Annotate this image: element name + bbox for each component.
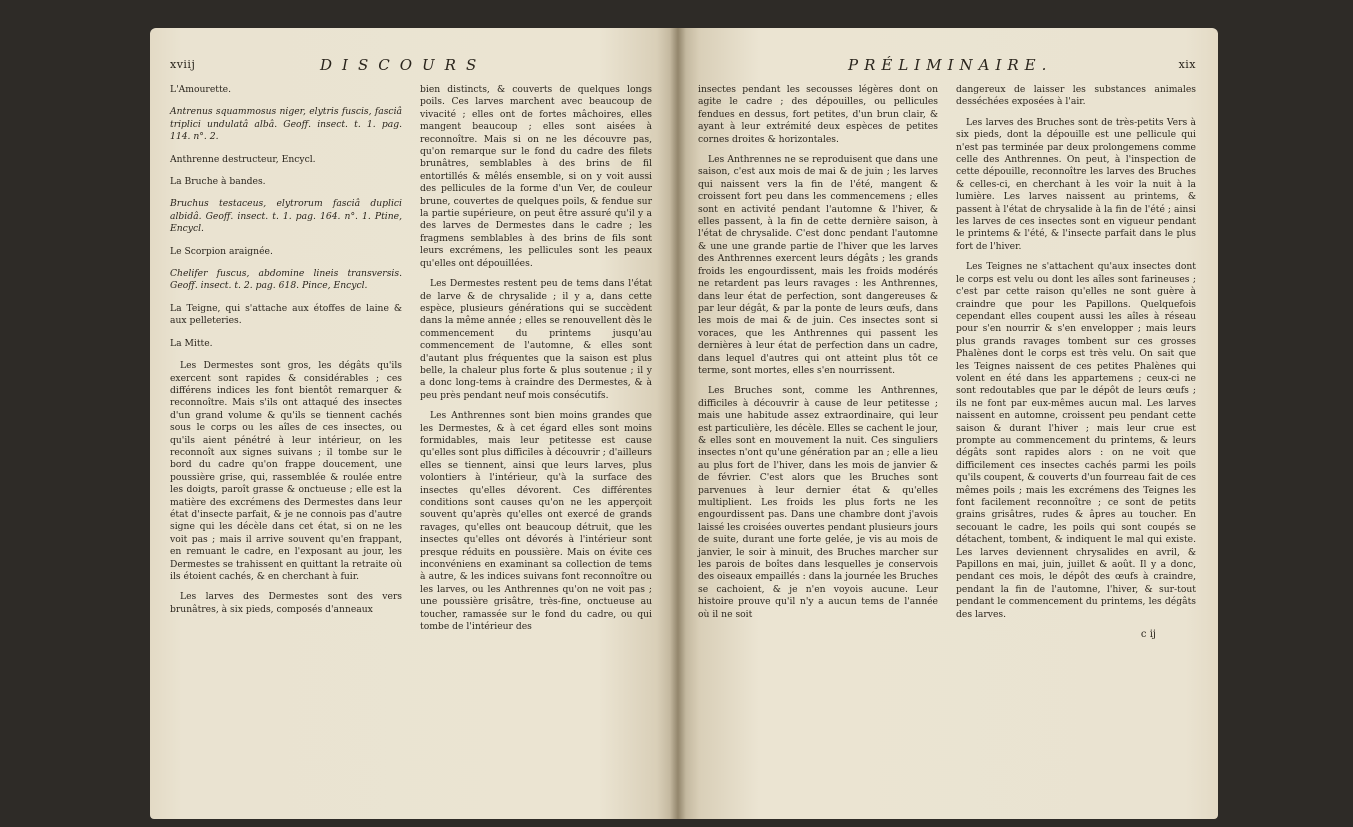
list-entry: La Mitte. — [170, 337, 213, 349]
left-column-1 — [170, 84, 402, 641]
right-column-2 — [956, 84, 1196, 641]
list-entry: Anthrenne destructeur, Encycl. — [170, 153, 316, 165]
left-header — [170, 58, 652, 80]
paragraph-continued: dangereux de laisser les substances animales desséchées exposées à l'air. — [956, 84, 1196, 108]
list-entry: La Bruche à bandes. — [170, 176, 266, 188]
latin-description: Bruchus testaceus, elytrorum fasciâ duplici albidâ. Geoff. insect. t. 1. pag. 164. n°. 1. Ptine, Encycl. — [170, 198, 402, 235]
paragraph: Les larves des Dermestes sont des vers brunâtres, à six pieds, composés d'anneaux — [170, 591, 402, 615]
signature-mark: c ij — [1140, 629, 1156, 641]
paragraph: Les Dermestes sont gros, les dégâts qu'ils exercent sont rapides & considérables ; ces différens indices les font bientôt remarquer & reconnoître. Mais s'ils ont attaqué des insectes d'un grand volume & qu'ils se tiennent cachés sous le corps ou les aîles de ces insectes, ou qu'ils aient pénétré à leur intérieur, on les reconnoît aux signes suivans ; il tombe sur le bord du cadre qu'on frappe doucement, une poussière grise, qui, rassemblée & roulée entre les doigts, paroît grasse & onctueuse ; elle est la matière des excrémens des Dermestes dans leur état d'insecte parfait, & je ne connois pas d'autre signe qui les décèle dans cet état, si on ne les voit pas ; mais il arrive souvent qu'en frappant, en remuant le cadre, en l'exposant au jour, les Dermestes se trahissent en quittant la retraite où ils étoient cachés, & en cherchant à fuir. — [170, 360, 402, 582]
right-running-head: PRÉLIMINAIRE. — [848, 56, 1053, 74]
right-page — [678, 28, 1218, 819]
paragraph: Les Dermestes restent peu de tems dans l'état de larve & de chrysalide ; il y a, dans cette espèce, plusieurs générations qui se succèdent dans la même année ; elles se renouvellent dès le commencement du printems jusqu'au commencement de l'automne, & elles sont d'autant plus fréquentes que la saison est plus belle, la chaleur plus forte & plus soutenue ; il y a donc long-tems à craindre des Dermestes, & à peu près pendant neuf mois consécutifs. — [420, 278, 652, 401]
left-page — [150, 28, 678, 819]
left-running-head: DISCOURS — [320, 56, 487, 74]
left-column-2 — [420, 84, 652, 641]
list-entry: Le Scorpion araignée. — [170, 245, 273, 257]
paragraph-continued: bien distincts, & couverts de quelques longs poils. Ces larves marchent avec beaucoup de vivacité ; elles ont de fortes mâchoires, elles mangent beaucoup ; elles sont aisées à reconnoître. Mais si on ne les découvre pas, qu'on remarque sur le fond du cadre des filets brunâtres, semblables à des brins de fil entortillés & mêlés ensemble, si on y voit aussi des pellicules de la forme d'un Ver, de couleur brune, couvertes de quelques poils, & fendue sur la partie supérieure, on peut être assuré qu'il y a des larves de Dermestes dans le cadre ; les fragmens semblables à des brins de fils sont leurs excrémens, les pellicules sont les peaux qu'elles ont dépouillées. — [420, 84, 652, 269]
paragraph: Les Teignes ne s'attachent qu'aux insectes dont le corps est velu ou dont les aîles sont farineuses ; c'est par cette raison qu'elles ne sont guère à craindre que pour les Papillons. Quelquefois cependant elles coupent aussi les aîles à réseau pour s'en nourrir & s'en envelopper ; mais leurs plus grands ravages tombent sur ces grosses Phalènes dont le corps est très velu. On sait que les Teignes naissent de ces petites Phalènes qui volent en été dans les appartemens ; ceux-ci ne sont redoutables que par le dépôt de leurs œufs ; ils ne font par eux-mêmes aucun mal. Les larves naissent en automne, croissent peu pendant cette saison & durant l'hiver ; mais leur crue est prompte au commencement du printems, & leurs dégâts sont rapides alors : on ne voit que difficilement ces insectes cachés parmi les poils qu'ils coupent, & couverts d'un fourreau fait de ces mêmes poils ; mais les excrémens des Teignes les font facilement reconnoître ; ce sont de petits grains grisâtres, rudes & âpres au toucher. En secouant le cadre, les poils qui sont coupés se détachent, tombent, & indiquent le mal qui existe. Les larves deviennent chrysalides en avril, & Papillons en mai, juin, juillet & août. Il y a donc, pendant ces mois, le dépôt des œufs à craindre, pendant la fin de l'automne, l'hiver, & sur-tout pendant le commencement du printems, les dégâts des larves. — [956, 261, 1196, 620]
left-columns — [170, 84, 652, 641]
list-entry: L'Amourette. — [170, 84, 231, 95]
latin-description: Antrenus squammosus niger, elytris fuscis, fasciâ triplici undulatâ albâ. Geoff. insect. t. 1. pag. 114. n°. 2. — [170, 106, 402, 143]
list-entry: La Teigne, qui s'attache aux étoffes de laine & aux pelleteries. — [170, 302, 402, 327]
paragraph-continued: insectes pendant les secousses légères dont on agite le cadre ; des dépouilles, ou pellicules fendues en dessus, fort petites, d'un brun clair, & ayant à leur extrémité deux espèces de petites cornes droites & horizontales. — [698, 84, 938, 145]
right-page-number: xix — [1178, 58, 1196, 71]
paragraph: Les Anthrennes ne se reproduisent que dans une saison, c'est aux mois de mai & de juin ; les larves qui naissent vers la fin de l'été, mangent & croissent fort peu dans les commencemens ; elles sont en activité pendant l'automne & l'hiver, & elles passent, à la fin de cette dernière saison, à l'état de chrysalide. C'est donc pendant l'automne & une une grande partie de l'hiver que les larves des Anthrennes exercent leurs dégâts ; les grands froids les engourdissent, mais les froids modérés ne retardent pas leurs ravages : les Anthrennes, dans leur état de perfection, sont dangereuses & par leur dégât, & par la ponte de leurs œufs, dans les mois de mai & de juin. Ces insectes sont si voraces, que les Anthrennes qui passent les dernières à leur état de perfection dans un cadre, dans lequel d'autres qui ont atteint plus tôt ce terme, sont mortes, elles s'en nourrissent. — [698, 154, 938, 376]
right-column-1 — [698, 84, 938, 641]
paragraph: Les Bruches sont, comme les Anthrennes, difficiles à découvrir à cause de leur petitesse ; mais une habitude assez extraordinaire, qui leur est particulière, les décèle. Elles se cachent le jour, & elles sont en mouvement la nuit. Ces singuliers insectes n'ont qu'une génération par an ; elle a lieu au plus fort de l'hiver, dans les mois de janvier & de février. C'est alors que les Bruches sont parvenues à leur dernier état & qu'elles multiplient. Les froids les plus forts ne les engourdissent pas. Dans une chambre dont j'avois laissé les croisées ouvertes pendant plusieurs jours de suite, durant une forte gelée, je vis au mois de janvier, le soir à minuit, des Bruches marcher sur les parois de boîtes dans lesquelles je conservois des oiseaux empaillés : dans la journée les Bruches se cachoient, & je n'en voyois aucune. Leur histoire prouve qu'il n'y a aucun tems de l'année où il ne soit — [698, 385, 938, 620]
left-page-number: xviij — [170, 58, 196, 71]
paragraph: Les Anthrennes sont bien moins grandes que les Dermestes, & à cet égard elles sont moins formidables, mais leur petitesse est cause qu'elles sont plus difficiles à découvrir ; d'ailleurs elles se tiennent, ainsi que leurs larves, plus volontiers à l'intérieur, qu'à la surface des insectes qu'elles dévorent. Ces différentes conditions sont causes qu'on ne les apperçoit souvent qu'après qu'elles ont exercé de grands ravages, qu'elles ont beaucoup détruit, que les insectes qu'elles ont dévorés à l'intérieur sont presque réduits en poussière. Mais on évite ces inconvéniens en examinant sa collection de tems à autre, & les indices suivans font reconnoître ou les larves, ou les Anthrennes qu'on ne voit pas ; une poussière grisâtre, très-fine, onctueuse au toucher, ramassée sur le fond du cadre, ou qui tombe de l'intérieur des — [420, 410, 652, 633]
latin-description: Chelifer fuscus, abdomine lineis transversis. Geoff. insect. t. 2. pag. 618. Pince, Encycl. — [170, 268, 402, 292]
right-header — [698, 58, 1196, 80]
paragraph: Les larves des Bruches sont de très-petits Vers à six pieds, dont la dépouille est une pellicule qui n'est pas terminée par deux prolongemens comme celle des Anthrennes. On peut, à l'inspection de cette dépouille, reconnoître les larves des Bruches & celles-ci, en cherchant à les voir la nuit à la lumière. Les larves naissent au printems, & passent à l'état de chrysalide à la fin de l'été ; ainsi les larves de ces insectes sont en vigueur pendant le printems & l'été, & l'insecte parfait dans le plus fort de l'hiver. — [956, 116, 1196, 252]
right-columns — [698, 84, 1196, 641]
